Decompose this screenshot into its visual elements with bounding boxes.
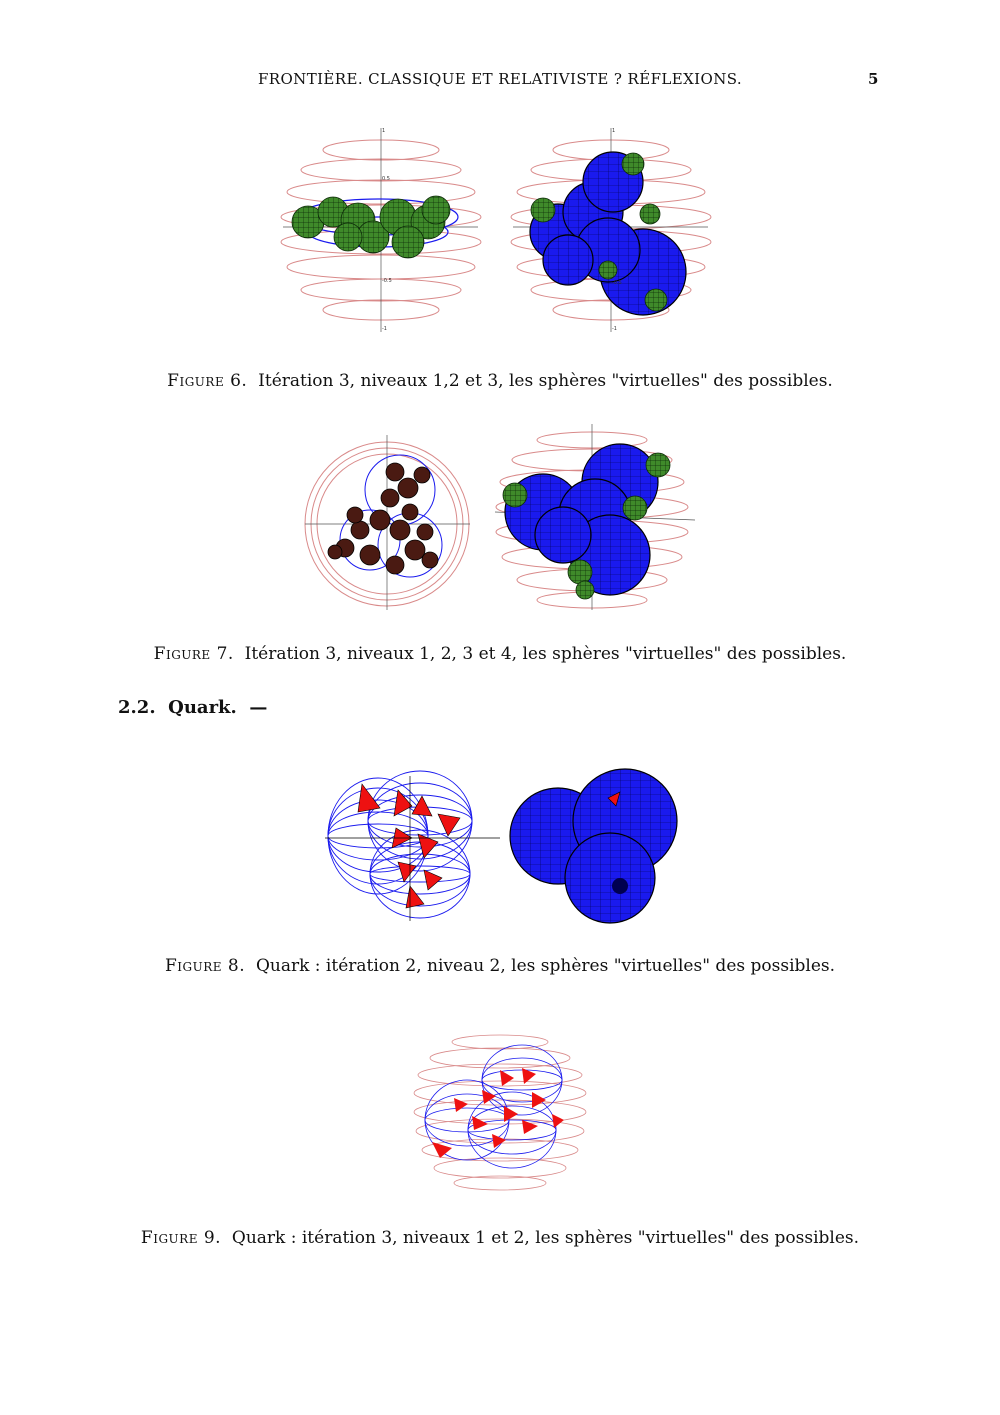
- figure-7-caption: [0, 644, 1000, 664]
- figure-6-text: Itération 3, niveaux 1,2 et 3, les sphères "virtuelles" des possibles.: [258, 371, 833, 391]
- figure-6-image: [278, 122, 728, 340]
- svg-text:0.5: 0.5: [382, 176, 390, 182]
- figure-9-image: [412, 1030, 590, 1196]
- section-number: 2.2.: [118, 697, 156, 718]
- page-number: 5: [868, 70, 879, 88]
- figure-7-label: Figure 7.: [153, 644, 234, 664]
- figure-7-image: [300, 420, 700, 612]
- figure-6-label: Figure 6.: [167, 371, 248, 391]
- figure-8-image: [320, 766, 690, 924]
- svg-text:-0.5: -0.5: [612, 280, 622, 286]
- running-title: FRONTIÈRE. CLASSIQUE ET RELATIVISTE ? RÉFLEXIONS.: [257, 70, 743, 88]
- figure-6-caption: [0, 371, 1000, 391]
- figure-7-text: Itération 3, niveaux 1, 2, 3 et 4, les sphères "virtuelles" des possibles.: [244, 644, 847, 664]
- section-dash: —: [249, 697, 268, 718]
- svg-text:-0.5: -0.5: [382, 278, 392, 284]
- svg-text:-1: -1: [382, 326, 387, 332]
- running-header: [0, 70, 1000, 92]
- section-heading: [118, 697, 267, 718]
- figure-8-text: Quark : itération 2, niveau 2, les sphères "virtuelles" des possibles.: [255, 956, 836, 976]
- svg-text:1: 1: [382, 128, 386, 134]
- svg-text:-1: -1: [612, 326, 617, 332]
- figure-8-caption: [0, 956, 1000, 976]
- section-title: Quark.: [168, 697, 237, 718]
- figure-8-label: Figure 8.: [164, 956, 246, 976]
- svg-text:1: 1: [612, 128, 616, 134]
- figure-9-caption: [0, 1228, 1000, 1248]
- figure-9-label: Figure 9.: [140, 1228, 222, 1248]
- figure-9-text: Quark : itération 3, niveaux 1 et 2, les sphères "virtuelles" des possibles.: [231, 1228, 860, 1248]
